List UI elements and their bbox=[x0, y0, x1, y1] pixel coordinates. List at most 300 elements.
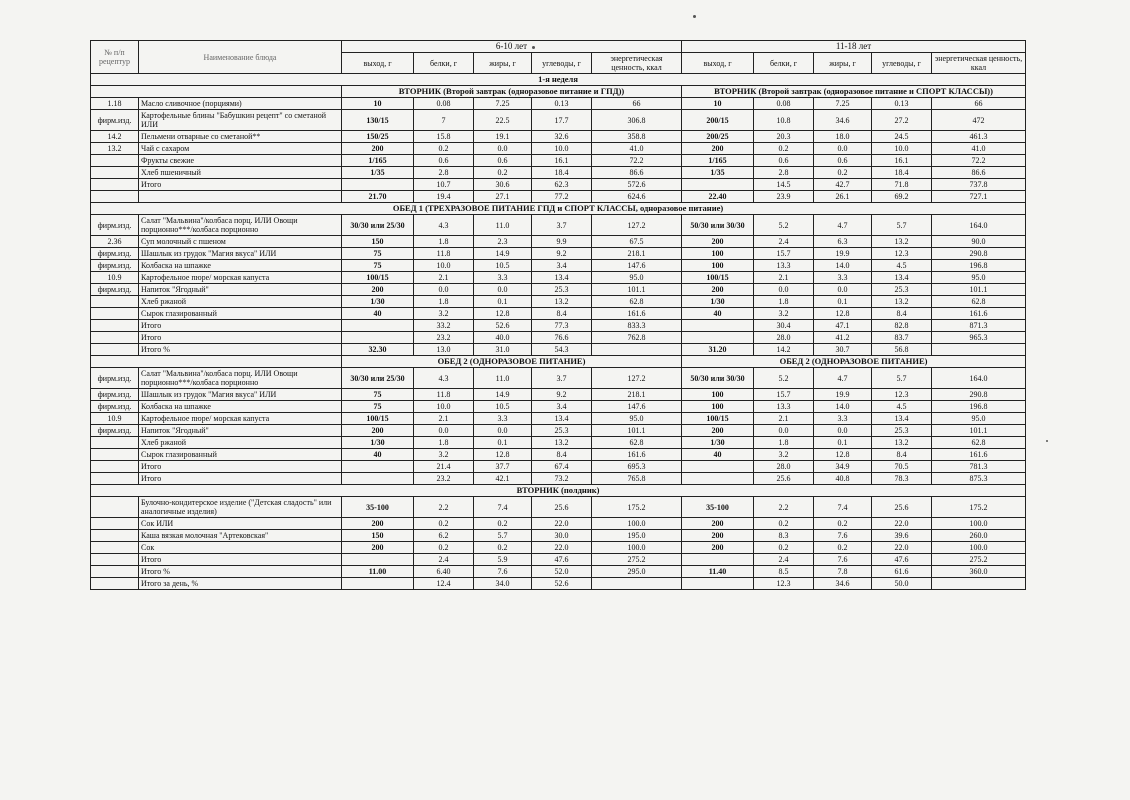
value-cell: 14.9 bbox=[474, 389, 532, 401]
table-row bbox=[91, 236, 1026, 248]
value-cell bbox=[342, 578, 414, 590]
value-cell: 31.20 bbox=[682, 344, 754, 356]
value-cell: 195.0 bbox=[592, 530, 682, 542]
value-cell: 13.2 bbox=[872, 437, 932, 449]
value-cell: 10.7 bbox=[414, 179, 474, 191]
value-cell: 75 bbox=[342, 389, 414, 401]
dish-name-cell: Итого bbox=[139, 320, 342, 332]
dish-name-cell: Фрукты свежие bbox=[139, 155, 342, 167]
value-cell: 37.7 bbox=[474, 461, 532, 473]
recipe-cell bbox=[91, 437, 139, 449]
value-cell: 0.0 bbox=[754, 284, 814, 296]
value-cell: 161.6 bbox=[932, 308, 1026, 320]
recipe-cell: 14.2 bbox=[91, 131, 139, 143]
value-cell: 23.2 bbox=[414, 473, 474, 485]
value-cell: 200 bbox=[682, 542, 754, 554]
value-cell: 10.0 bbox=[414, 260, 474, 272]
section-title: ОБЕД 1 (ТРЕХРАЗОВОЕ ПИТАНИЕ ГПД и СПОРТ КЛАССЫ, одноразовое питание) bbox=[91, 203, 1026, 215]
recipe-cell bbox=[91, 191, 139, 203]
value-cell: 200 bbox=[682, 518, 754, 530]
value-cell: 0.08 bbox=[414, 98, 474, 110]
table-row bbox=[91, 344, 1026, 356]
recipe-cell bbox=[91, 167, 139, 179]
value-cell: 14.0 bbox=[814, 401, 872, 413]
dish-name-cell: Чай с сахаром bbox=[139, 143, 342, 155]
value-cell: 26.1 bbox=[814, 191, 872, 203]
value-cell: 161.6 bbox=[592, 308, 682, 320]
value-cell: 30/30 или 25/30 bbox=[342, 215, 414, 236]
value-cell: 23.9 bbox=[754, 191, 814, 203]
scan-speck bbox=[693, 15, 696, 18]
value-cell: 39.6 bbox=[872, 530, 932, 542]
dish-name-cell: Сырок глазированный bbox=[139, 449, 342, 461]
value-cell: 875.3 bbox=[932, 473, 1026, 485]
value-cell: 12.8 bbox=[474, 449, 532, 461]
table-row bbox=[91, 167, 1026, 179]
table-row bbox=[91, 179, 1026, 191]
recipe-cell bbox=[91, 473, 139, 485]
value-cell: 4.5 bbox=[872, 401, 932, 413]
value-cell: 70.5 bbox=[872, 461, 932, 473]
value-cell: 56.8 bbox=[872, 344, 932, 356]
value-cell: 4.3 bbox=[414, 368, 474, 389]
value-cell bbox=[932, 578, 1026, 590]
value-cell: 28.0 bbox=[754, 332, 814, 344]
dish-name-cell: Напиток "Ягодный" bbox=[139, 284, 342, 296]
value-cell: 31.0 bbox=[474, 344, 532, 356]
value-cell: 25.3 bbox=[532, 425, 592, 437]
value-cell: 10.5 bbox=[474, 401, 532, 413]
value-cell: 82.8 bbox=[872, 320, 932, 332]
section-gap bbox=[91, 356, 342, 368]
table-row bbox=[91, 215, 1026, 236]
header-dish-name: Наименование блюда bbox=[139, 41, 342, 74]
recipe-cell bbox=[91, 530, 139, 542]
section-title-6-10: ОБЕД 2 (ОДНОРАЗОВОЕ ПИТАНИЕ) bbox=[342, 356, 682, 368]
dish-name-cell: Каша вязкая молочная "Артековская" bbox=[139, 530, 342, 542]
value-cell: 3.3 bbox=[474, 413, 532, 425]
recipe-cell bbox=[91, 578, 139, 590]
value-cell bbox=[342, 332, 414, 344]
value-cell: 20.3 bbox=[754, 131, 814, 143]
recipe-cell: фирм.изд. bbox=[91, 425, 139, 437]
value-cell: 25.3 bbox=[872, 284, 932, 296]
table-row bbox=[91, 110, 1026, 131]
value-cell: 15.7 bbox=[754, 248, 814, 260]
value-cell: 150/25 bbox=[342, 131, 414, 143]
recipe-cell: фирм.изд. bbox=[91, 401, 139, 413]
dish-name-cell: Картофельное пюре/ морская капуста bbox=[139, 413, 342, 425]
recipe-cell: фирм.изд. bbox=[91, 368, 139, 389]
header-col-protein: белки, г bbox=[414, 53, 474, 74]
value-cell: 100.0 bbox=[592, 542, 682, 554]
value-cell: 101.1 bbox=[932, 284, 1026, 296]
section-title-breakfast-6-10: ВТОРНИК (Второй завтрак (одноразовое питание и ГПД)) bbox=[342, 86, 682, 98]
value-cell: 18.4 bbox=[532, 167, 592, 179]
table-row bbox=[91, 518, 1026, 530]
recipe-cell: фирм.изд. bbox=[91, 260, 139, 272]
value-cell bbox=[682, 554, 754, 566]
value-cell: 275.2 bbox=[592, 554, 682, 566]
dish-name-cell: Итого % bbox=[139, 566, 342, 578]
value-cell: 161.6 bbox=[592, 449, 682, 461]
value-cell bbox=[592, 578, 682, 590]
value-cell: 781.3 bbox=[932, 461, 1026, 473]
value-cell: 200 bbox=[342, 518, 414, 530]
value-cell: 13.4 bbox=[872, 272, 932, 284]
value-cell: 4.3 bbox=[414, 215, 474, 236]
value-cell: 358.8 bbox=[592, 131, 682, 143]
value-cell: 762.8 bbox=[592, 332, 682, 344]
value-cell: 13.3 bbox=[754, 260, 814, 272]
value-cell: 3.4 bbox=[532, 401, 592, 413]
value-cell: 100 bbox=[682, 389, 754, 401]
value-cell: 9.2 bbox=[532, 389, 592, 401]
value-cell: 62.3 bbox=[532, 179, 592, 191]
value-cell: 200 bbox=[342, 542, 414, 554]
value-cell: 6.40 bbox=[414, 566, 474, 578]
dish-name-cell: Итого за день, % bbox=[139, 578, 342, 590]
value-cell: 7.8 bbox=[814, 566, 872, 578]
value-cell: 4.7 bbox=[814, 215, 872, 236]
value-cell: 90.0 bbox=[932, 236, 1026, 248]
scan-speck bbox=[532, 46, 535, 49]
header-col-fat: жиры, г bbox=[814, 53, 872, 74]
value-cell bbox=[682, 320, 754, 332]
value-cell: 13.3 bbox=[754, 401, 814, 413]
value-cell: 50/30 или 30/30 bbox=[682, 368, 754, 389]
value-cell: 13.4 bbox=[532, 272, 592, 284]
scan-speck bbox=[1046, 440, 1048, 442]
value-cell: 200 bbox=[682, 284, 754, 296]
dish-name-cell: Булочно-кондитерское изделие ("Детская сладость" или аналогичные изделия) bbox=[139, 497, 342, 518]
section-title-breakfast-11-18: ВТОРНИК (Второй завтрак (одноразовое питание и СПОРТ КЛАССЫ)) bbox=[682, 86, 1026, 98]
value-cell: 41.0 bbox=[592, 143, 682, 155]
dish-name-cell: Хлеб ржаной bbox=[139, 296, 342, 308]
value-cell: 3.2 bbox=[754, 308, 814, 320]
value-cell: 1.8 bbox=[754, 437, 814, 449]
value-cell bbox=[342, 473, 414, 485]
header-col-output: выход, г bbox=[682, 53, 754, 74]
value-cell: 101.1 bbox=[932, 425, 1026, 437]
value-cell: 0.2 bbox=[414, 542, 474, 554]
value-cell: 0.2 bbox=[414, 143, 474, 155]
value-cell: 72.2 bbox=[592, 155, 682, 167]
value-cell: 16.1 bbox=[872, 155, 932, 167]
recipe-cell bbox=[91, 332, 139, 344]
dish-name-cell: Сок bbox=[139, 542, 342, 554]
value-cell: 10 bbox=[682, 98, 754, 110]
value-cell: 200 bbox=[342, 425, 414, 437]
value-cell: 52.6 bbox=[474, 320, 532, 332]
value-cell: 1/165 bbox=[342, 155, 414, 167]
value-cell: 67.5 bbox=[592, 236, 682, 248]
header-age-11-18: 11-18 лет bbox=[682, 41, 1026, 53]
value-cell: 695.3 bbox=[592, 461, 682, 473]
header-col-output: выход, г bbox=[342, 53, 414, 74]
menu-table bbox=[90, 40, 1026, 590]
dish-name-cell: Колбаска на шпажке bbox=[139, 401, 342, 413]
value-cell: 101.1 bbox=[592, 425, 682, 437]
value-cell: 100 bbox=[682, 248, 754, 260]
value-cell bbox=[342, 179, 414, 191]
value-cell: 30.4 bbox=[754, 320, 814, 332]
value-cell: 10 bbox=[342, 98, 414, 110]
header-recipe: № п/п рецептур bbox=[91, 41, 139, 74]
value-cell: 30/30 или 25/30 bbox=[342, 368, 414, 389]
value-cell: 14.9 bbox=[474, 248, 532, 260]
value-cell: 0.2 bbox=[414, 518, 474, 530]
value-cell bbox=[682, 461, 754, 473]
value-cell: 100.0 bbox=[932, 518, 1026, 530]
table-row bbox=[91, 308, 1026, 320]
value-cell: 10.8 bbox=[754, 110, 814, 131]
table-row bbox=[91, 566, 1026, 578]
value-cell: 2.8 bbox=[414, 167, 474, 179]
value-cell: 35-100 bbox=[342, 497, 414, 518]
value-cell: 19.1 bbox=[474, 131, 532, 143]
value-cell: 11.40 bbox=[682, 566, 754, 578]
value-cell: 21.4 bbox=[414, 461, 474, 473]
dish-name-cell: Салат "Мальвина"/колбаса порц. ИЛИ Овощи порционно***/колбаса порционно bbox=[139, 215, 342, 236]
value-cell: 0.2 bbox=[754, 143, 814, 155]
value-cell: 13.4 bbox=[872, 413, 932, 425]
value-cell: 12.3 bbox=[754, 578, 814, 590]
dish-name-cell: Колбаска на шпажке bbox=[139, 260, 342, 272]
table-row bbox=[91, 578, 1026, 590]
value-cell: 24.5 bbox=[872, 131, 932, 143]
value-cell: 5.2 bbox=[754, 215, 814, 236]
value-cell: 1/30 bbox=[682, 437, 754, 449]
section-title: ВТОРНИК (полдник) bbox=[91, 485, 1026, 497]
value-cell: 34.6 bbox=[814, 110, 872, 131]
value-cell: 1.8 bbox=[414, 236, 474, 248]
value-cell: 19.4 bbox=[414, 191, 474, 203]
value-cell: 47.6 bbox=[532, 554, 592, 566]
header-age-6-10: 6-10 лет bbox=[342, 41, 682, 53]
value-cell: 200 bbox=[682, 530, 754, 542]
value-cell: 200 bbox=[682, 143, 754, 155]
value-cell: 0.6 bbox=[754, 155, 814, 167]
value-cell: 871.3 bbox=[932, 320, 1026, 332]
value-cell: 0.1 bbox=[814, 437, 872, 449]
value-cell: 5.7 bbox=[872, 368, 932, 389]
value-cell: 218.1 bbox=[592, 248, 682, 260]
value-cell: 0.0 bbox=[474, 425, 532, 437]
value-cell: 61.6 bbox=[872, 566, 932, 578]
recipe-cell bbox=[91, 554, 139, 566]
value-cell: 86.6 bbox=[592, 167, 682, 179]
value-cell: 19.9 bbox=[814, 389, 872, 401]
value-cell: 0.0 bbox=[814, 284, 872, 296]
dish-name-cell: Хлеб ржаной bbox=[139, 437, 342, 449]
value-cell: 27.1 bbox=[474, 191, 532, 203]
value-cell: 1.8 bbox=[754, 296, 814, 308]
dish-name-cell: Суп молочный с пшеном bbox=[139, 236, 342, 248]
value-cell: 100.0 bbox=[932, 542, 1026, 554]
value-cell: 73.2 bbox=[532, 473, 592, 485]
value-cell: 2.1 bbox=[414, 413, 474, 425]
table-row bbox=[91, 131, 1026, 143]
value-cell: 71.8 bbox=[872, 179, 932, 191]
value-cell: 17.7 bbox=[532, 110, 592, 131]
value-cell: 27.2 bbox=[872, 110, 932, 131]
value-cell: 12.8 bbox=[814, 449, 872, 461]
value-cell: 1/30 bbox=[682, 296, 754, 308]
value-cell: 33.2 bbox=[414, 320, 474, 332]
value-cell: 0.1 bbox=[474, 437, 532, 449]
value-cell: 100/15 bbox=[682, 272, 754, 284]
value-cell: 100 bbox=[682, 260, 754, 272]
value-cell: 0.2 bbox=[474, 542, 532, 554]
recipe-cell bbox=[91, 320, 139, 332]
value-cell: 13.4 bbox=[532, 413, 592, 425]
value-cell: 13.2 bbox=[872, 296, 932, 308]
value-cell: 14.2 bbox=[754, 344, 814, 356]
value-cell: 22.0 bbox=[872, 542, 932, 554]
value-cell: 100 bbox=[682, 401, 754, 413]
value-cell: 200 bbox=[682, 236, 754, 248]
value-cell: 196.8 bbox=[932, 401, 1026, 413]
value-cell: 22.40 bbox=[682, 191, 754, 203]
table-row bbox=[91, 143, 1026, 155]
value-cell: 0.0 bbox=[414, 284, 474, 296]
table-row bbox=[91, 320, 1026, 332]
value-cell: 12.8 bbox=[814, 308, 872, 320]
table-row bbox=[91, 191, 1026, 203]
value-cell: 50/30 или 30/30 bbox=[682, 215, 754, 236]
value-cell: 22.0 bbox=[532, 518, 592, 530]
value-cell: 7.6 bbox=[814, 554, 872, 566]
value-cell: 11.00 bbox=[342, 566, 414, 578]
header-col-protein: белки, г bbox=[754, 53, 814, 74]
value-cell: 0.0 bbox=[414, 425, 474, 437]
value-cell: 196.8 bbox=[932, 260, 1026, 272]
value-cell: 13.2 bbox=[532, 437, 592, 449]
value-cell: 218.1 bbox=[592, 389, 682, 401]
value-cell: 200 bbox=[342, 143, 414, 155]
dish-name-cell: Картофельные блины "Бабушкин рецепт" со сметаной ИЛИ bbox=[139, 110, 342, 131]
value-cell: 52.0 bbox=[532, 566, 592, 578]
value-cell: 2.3 bbox=[474, 236, 532, 248]
value-cell: 0.6 bbox=[414, 155, 474, 167]
dish-name-cell: Масло сливочное (порциями) bbox=[139, 98, 342, 110]
dish-name-cell: Шашлык из грудок "Магия вкуса" ИЛИ bbox=[139, 248, 342, 260]
value-cell: 1/35 bbox=[682, 167, 754, 179]
value-cell: 40 bbox=[342, 449, 414, 461]
recipe-cell bbox=[91, 518, 139, 530]
recipe-cell: фирм.изд. bbox=[91, 215, 139, 236]
value-cell: 12.4 bbox=[414, 578, 474, 590]
section-title-row bbox=[91, 485, 1026, 497]
value-cell: 16.1 bbox=[532, 155, 592, 167]
value-cell: 0.0 bbox=[474, 284, 532, 296]
table-row bbox=[91, 260, 1026, 272]
recipe-cell: 2.36 bbox=[91, 236, 139, 248]
recipe-cell bbox=[91, 296, 139, 308]
value-cell: 3.3 bbox=[474, 272, 532, 284]
table-row bbox=[91, 332, 1026, 344]
value-cell: 2.8 bbox=[754, 167, 814, 179]
value-cell: 127.2 bbox=[592, 368, 682, 389]
value-cell: 2.1 bbox=[414, 272, 474, 284]
value-cell: 295.0 bbox=[592, 566, 682, 578]
value-cell: 10.5 bbox=[474, 260, 532, 272]
value-cell: 9.2 bbox=[532, 248, 592, 260]
dish-name-cell: Шашлык из грудок "Магия вкуса" ИЛИ bbox=[139, 389, 342, 401]
value-cell: 161.6 bbox=[932, 449, 1026, 461]
value-cell: 200 bbox=[342, 284, 414, 296]
value-cell: 175.2 bbox=[592, 497, 682, 518]
value-cell bbox=[682, 473, 754, 485]
recipe-cell bbox=[91, 566, 139, 578]
table-row bbox=[91, 530, 1026, 542]
value-cell: 12.8 bbox=[474, 308, 532, 320]
value-cell: 47.6 bbox=[872, 554, 932, 566]
table-row bbox=[91, 401, 1026, 413]
dish-name-cell: Картофельное пюре/ морская капуста bbox=[139, 272, 342, 284]
value-cell: 40 bbox=[342, 308, 414, 320]
value-cell: 9.9 bbox=[532, 236, 592, 248]
value-cell: 77.2 bbox=[532, 191, 592, 203]
value-cell: 95.0 bbox=[592, 272, 682, 284]
table-row bbox=[91, 98, 1026, 110]
value-cell: 11.0 bbox=[474, 215, 532, 236]
value-cell: 41.2 bbox=[814, 332, 872, 344]
value-cell: 3.4 bbox=[532, 260, 592, 272]
value-cell: 8.4 bbox=[532, 308, 592, 320]
value-cell: 147.6 bbox=[592, 260, 682, 272]
section-title-row bbox=[91, 203, 1026, 215]
value-cell: 7.25 bbox=[474, 98, 532, 110]
value-cell: 0.0 bbox=[754, 425, 814, 437]
value-cell: 66 bbox=[932, 98, 1026, 110]
value-cell: 200/15 bbox=[682, 110, 754, 131]
recipe-cell: фирм.изд. bbox=[91, 248, 139, 260]
value-cell: 1/30 bbox=[342, 296, 414, 308]
value-cell: 833.3 bbox=[592, 320, 682, 332]
value-cell: 12.3 bbox=[872, 248, 932, 260]
value-cell: 5.9 bbox=[474, 554, 532, 566]
dish-name-cell: Салат "Мальвина"/колбаса порц. ИЛИ Овощи порционно***/колбаса порционно bbox=[139, 368, 342, 389]
value-cell: 32.6 bbox=[532, 131, 592, 143]
value-cell: 275.2 bbox=[932, 554, 1026, 566]
dish-name-cell: Сырок глазированный bbox=[139, 308, 342, 320]
value-cell: 5.7 bbox=[474, 530, 532, 542]
value-cell: 5.2 bbox=[754, 368, 814, 389]
value-cell: 42.7 bbox=[814, 179, 872, 191]
value-cell: 0.2 bbox=[814, 167, 872, 179]
value-cell: 737.8 bbox=[932, 179, 1026, 191]
recipe-cell: 10.9 bbox=[91, 413, 139, 425]
value-cell: 69.2 bbox=[872, 191, 932, 203]
value-cell: 30.7 bbox=[814, 344, 872, 356]
value-cell: 12.3 bbox=[872, 389, 932, 401]
dish-name-cell: Хлеб пшеничный bbox=[139, 167, 342, 179]
value-cell: 0.1 bbox=[814, 296, 872, 308]
value-cell: 54.3 bbox=[532, 344, 592, 356]
dish-name-cell: Итого bbox=[139, 461, 342, 473]
value-cell bbox=[342, 554, 414, 566]
value-cell: 7.6 bbox=[474, 566, 532, 578]
value-cell: 34.6 bbox=[814, 578, 872, 590]
table-row bbox=[91, 389, 1026, 401]
value-cell: 83.7 bbox=[872, 332, 932, 344]
value-cell: 100/15 bbox=[342, 413, 414, 425]
value-cell bbox=[342, 320, 414, 332]
value-cell: 22.0 bbox=[532, 542, 592, 554]
table-row bbox=[91, 497, 1026, 518]
